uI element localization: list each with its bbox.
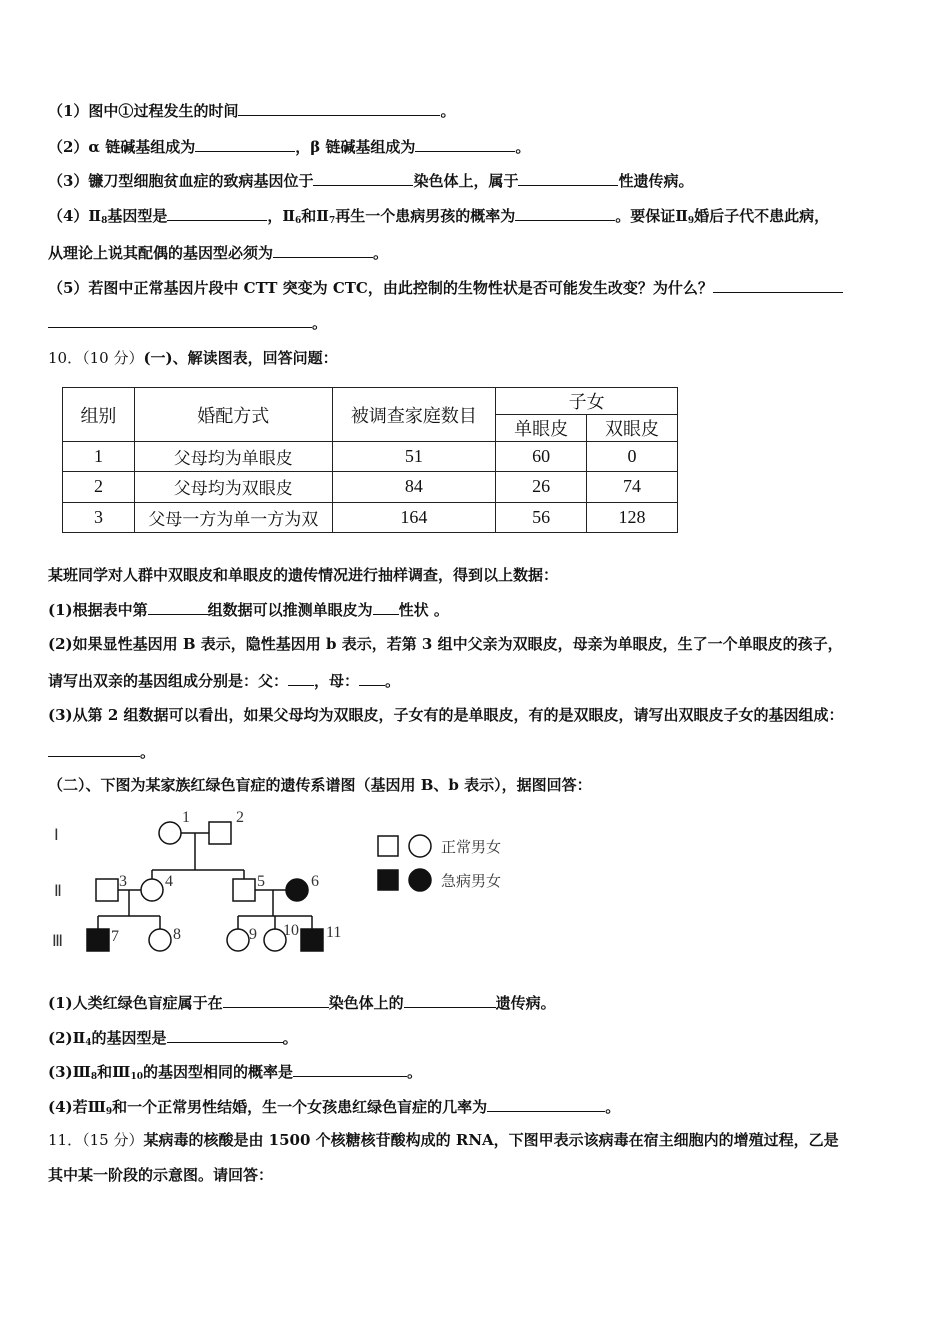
pedigree-number: 2 bbox=[236, 809, 244, 826]
q9-part4-text-g: 婚后子代不患此病， bbox=[694, 207, 830, 225]
pedigree-female-4 bbox=[141, 879, 163, 901]
pedigree-number: 1 bbox=[182, 809, 190, 826]
header-families: 被调查家庭数目 bbox=[332, 388, 496, 442]
q9-part4-text-f: 。要保证Ⅱ bbox=[615, 207, 688, 225]
q9-part4-text-d: 和Ⅱ bbox=[301, 207, 329, 225]
q10-number: 10．（10 分） bbox=[48, 349, 144, 367]
q9-part2-text-a: （2）α 链碱基组成为 bbox=[48, 138, 196, 156]
q9-part4-text-b: 基因型是 bbox=[107, 207, 168, 225]
q10-t2-end: 。 bbox=[282, 1029, 298, 1047]
answer-blank[interactable] bbox=[195, 136, 295, 152]
answer-blank[interactable] bbox=[273, 242, 373, 258]
q10-sub2-text-c: ，母： bbox=[314, 672, 360, 690]
cell-group: 1 bbox=[63, 442, 135, 472]
q9-part2 bbox=[48, 136, 530, 157]
pedigree-number: 3 bbox=[119, 873, 127, 890]
q10-sub3-line2 bbox=[48, 741, 155, 762]
q10-sub2-text-b: 请写出双亲的基因组成分别是：父： bbox=[48, 672, 289, 690]
q10-part2-header bbox=[48, 775, 592, 795]
answer-blank[interactable] bbox=[238, 100, 440, 116]
survey-table bbox=[62, 387, 678, 533]
subscript: 4 bbox=[85, 1038, 92, 1048]
q11-number: 11．（15 分） bbox=[48, 1131, 144, 1149]
q10-t3-text-a: (3)Ⅲ bbox=[48, 1063, 91, 1081]
cell-method: 父母一方为单一方为双 bbox=[134, 502, 332, 532]
q9-part3 bbox=[48, 170, 693, 191]
q10-t4-text-b: 和一个正常男性结婚，生一个女孩患红绿色盲症的几率为 bbox=[112, 1098, 488, 1116]
q10-header bbox=[48, 348, 338, 368]
pedigree-number: 8 bbox=[173, 926, 181, 943]
q9-part5-line2 bbox=[48, 312, 327, 333]
pedigree-chart bbox=[48, 800, 548, 970]
q9-part2-text-b: ，β 链碱基组成为 bbox=[295, 138, 416, 156]
q11-text-line1: 某病毒的核酸是由 1500 个核糖核苷酸构成的 RNA，下图甲表示该病毒在宿主细胞内的增殖过程，乙是 bbox=[143, 1131, 839, 1149]
generation-label-2: Ⅱ bbox=[54, 883, 62, 900]
cell-method: 父母均为双眼皮 bbox=[134, 472, 332, 502]
answer-blank[interactable] bbox=[487, 1096, 605, 1112]
subscript: 10 bbox=[130, 1072, 143, 1082]
cell-group: 2 bbox=[63, 472, 135, 502]
header-single-eyelid: 单眼皮 bbox=[496, 415, 587, 442]
q9-part1 bbox=[48, 100, 455, 121]
answer-blank[interactable] bbox=[148, 599, 208, 615]
q10-header-text: (一)、解读图表，回答问题： bbox=[143, 349, 338, 367]
pedigree-number: 11 bbox=[326, 924, 342, 941]
table-row bbox=[63, 502, 678, 532]
cell-double: 0 bbox=[587, 442, 678, 472]
answer-blank[interactable] bbox=[359, 670, 385, 686]
q9-part3-text-c: 性遗传病。 bbox=[618, 172, 694, 190]
pedigree-affected-male-11 bbox=[301, 929, 323, 951]
q10-sub1-text-a: (1)根据表中第 bbox=[48, 601, 148, 619]
cell-families: 84 bbox=[332, 472, 496, 502]
q10-sub2-end: 。 bbox=[385, 672, 401, 690]
cell-families: 164 bbox=[332, 502, 496, 532]
subscript: 9 bbox=[105, 1107, 113, 1117]
q9-part4-line2-end: 。 bbox=[373, 244, 389, 262]
pedigree-female-8 bbox=[149, 929, 171, 951]
pedigree-male-3 bbox=[96, 879, 118, 901]
header-double-eyelid: 双眼皮 bbox=[587, 415, 678, 442]
q10-t4 bbox=[48, 1096, 620, 1122]
answer-blank[interactable] bbox=[404, 992, 496, 1008]
legend-affected-female-icon bbox=[409, 869, 431, 891]
header-children: 子女 bbox=[496, 388, 678, 415]
cell-method: 父母均为单眼皮 bbox=[134, 442, 332, 472]
q10-sub3 bbox=[48, 705, 844, 725]
q9-part4-line2 bbox=[48, 242, 388, 263]
q9-part4 bbox=[48, 205, 829, 231]
answer-blank[interactable] bbox=[415, 136, 515, 152]
legend-affected-label: 急病男女 bbox=[441, 874, 502, 890]
answer-blank[interactable] bbox=[313, 170, 413, 186]
q9-part1-end: 。 bbox=[440, 102, 456, 120]
generation-label-3: Ⅲ bbox=[52, 933, 64, 950]
table-row bbox=[63, 442, 678, 472]
subscript: 9 bbox=[687, 216, 695, 226]
q9-part1-text: （1）图中①过程发生的时间 bbox=[48, 102, 239, 120]
legend-normal-male-icon bbox=[378, 836, 398, 856]
header-group: 组别 bbox=[63, 388, 135, 442]
answer-blank[interactable] bbox=[167, 1027, 283, 1043]
legend-normal-female-icon bbox=[409, 835, 431, 857]
q11-line2 bbox=[48, 1165, 273, 1185]
q10-sub1-text-b: 组数据可以推测单眼皮为 bbox=[207, 601, 373, 619]
q10-t3-text-b: 和Ⅲ bbox=[97, 1063, 131, 1081]
q10-sub1 bbox=[48, 599, 449, 620]
cell-double: 128 bbox=[587, 502, 678, 532]
answer-blank[interactable] bbox=[293, 1061, 407, 1077]
answer-blank[interactable] bbox=[223, 992, 329, 1008]
q9-part4-text-e: 再生一个患病男孩的概率为 bbox=[335, 207, 516, 225]
q10-t3 bbox=[48, 1061, 422, 1087]
q9-part5 bbox=[48, 277, 843, 298]
q10-t3-end: 。 bbox=[407, 1063, 423, 1081]
pedigree-number: 10 bbox=[283, 922, 299, 939]
answer-blank[interactable] bbox=[515, 205, 615, 221]
answer-blank[interactable] bbox=[167, 205, 267, 221]
pedigree-number: 5 bbox=[257, 873, 265, 890]
q10-sub2-text-a: (2)如果显性基因用 B 表示，隐性基因用 b 表示，若第 3 组中父亲为双眼皮，母亲为单眼皮，生了一个单眼皮的孩子， bbox=[48, 635, 843, 653]
q9-part2-end: 。 bbox=[515, 138, 531, 156]
generation-label-1: Ⅰ bbox=[54, 827, 59, 844]
answer-blank[interactable] bbox=[48, 312, 312, 328]
q9-part4-line2-text: 从理论上说其配偶的基因型必须为 bbox=[48, 244, 274, 262]
subscript: 8 bbox=[90, 1072, 98, 1082]
answer-blank[interactable] bbox=[518, 170, 618, 186]
q10-sub3-end: 。 bbox=[140, 743, 156, 761]
q11-text-line2: 其中某一阶段的示意图。请回答： bbox=[48, 1166, 274, 1184]
q10-t1 bbox=[48, 992, 556, 1013]
cell-single: 26 bbox=[496, 472, 587, 502]
q10-t1-text-c: 遗传病。 bbox=[495, 994, 556, 1012]
q10-t2-text-a: (2)Ⅱ bbox=[48, 1029, 86, 1047]
subscript: 6 bbox=[295, 216, 302, 226]
pedigree-male-5 bbox=[233, 879, 255, 901]
cell-families: 51 bbox=[332, 442, 496, 472]
q9-part5-end: 。 bbox=[312, 314, 328, 332]
q10-t4-text-a: (4)若Ⅲ bbox=[48, 1098, 106, 1116]
pedigree-female-1 bbox=[159, 822, 181, 844]
answer-blank[interactable] bbox=[48, 741, 140, 757]
q9-part4-text-c: ，Ⅱ bbox=[267, 207, 296, 225]
answer-blank[interactable] bbox=[373, 599, 399, 615]
q10-t2-text-b: 的基因型是 bbox=[91, 1029, 167, 1047]
pedigree-female-9 bbox=[227, 929, 249, 951]
subscript: 8 bbox=[101, 216, 108, 226]
cell-single: 56 bbox=[496, 502, 587, 532]
q10-t3-text-c: 的基因型相同的概率是 bbox=[142, 1063, 293, 1081]
q10-t1-text-b: 染色体上的 bbox=[328, 994, 404, 1012]
pedigree-number: 7 bbox=[111, 928, 119, 945]
q10-t1-text-a: (1)人类红绿色盲症属于在 bbox=[48, 994, 223, 1012]
cell-group: 3 bbox=[63, 502, 135, 532]
legend-affected-male-icon bbox=[378, 870, 398, 890]
q10-sub1-text-c: 性状 。 bbox=[398, 601, 449, 619]
cell-double: 74 bbox=[587, 472, 678, 502]
q9-part5-text: （5）若图中正常基因片段中 CTT 突变为 CTC，由此控制的生物性状是否可能发生改变？为什么？ bbox=[48, 279, 713, 297]
q10-sub2-line2 bbox=[48, 670, 400, 691]
table-row bbox=[63, 472, 678, 502]
subscript: 7 bbox=[328, 216, 336, 226]
q10-intro bbox=[48, 565, 558, 585]
pedigree-affected-female-6 bbox=[286, 879, 308, 901]
pedigree-affected-male-7 bbox=[87, 929, 109, 951]
q10-t2 bbox=[48, 1027, 298, 1053]
q9-part3-text-a: （3）镰刀型细胞贫血症的致病基因位于 bbox=[48, 172, 314, 190]
legend-normal-label: 正常男女 bbox=[441, 840, 502, 856]
q10-part2-header-text: （二）、下图为某家族红绿色盲症的遗传系谱图（基因用 B、b 表示），据图回答： bbox=[48, 776, 592, 794]
pedigree-number: 4 bbox=[165, 873, 173, 890]
pedigree-number: 9 bbox=[249, 926, 257, 943]
q9-part4-text-a: （4）Ⅱ bbox=[48, 207, 102, 225]
cell-single: 60 bbox=[496, 442, 587, 472]
pedigree-male-2 bbox=[209, 822, 231, 844]
answer-blank[interactable] bbox=[288, 670, 314, 686]
q10-sub2 bbox=[48, 634, 843, 654]
q10-intro-text: 某班同学对人群中双眼皮和单眼皮的遗传情况进行抽样调查，得到以上数据： bbox=[48, 566, 559, 584]
q11-line1 bbox=[48, 1130, 839, 1150]
answer-blank[interactable] bbox=[713, 277, 843, 293]
q10-t4-end: 。 bbox=[605, 1098, 621, 1116]
q10-sub3-text: (3)从第 2 组数据可以看出，如果父母均为双眼皮，子女有的是单眼皮，有的是双眼皮，请写出双眼皮子女的基因组成： bbox=[48, 706, 844, 724]
pedigree-number: 6 bbox=[311, 873, 319, 890]
header-method: 婚配方式 bbox=[134, 388, 332, 442]
q9-part3-text-b: 染色体上，属于 bbox=[413, 172, 519, 190]
